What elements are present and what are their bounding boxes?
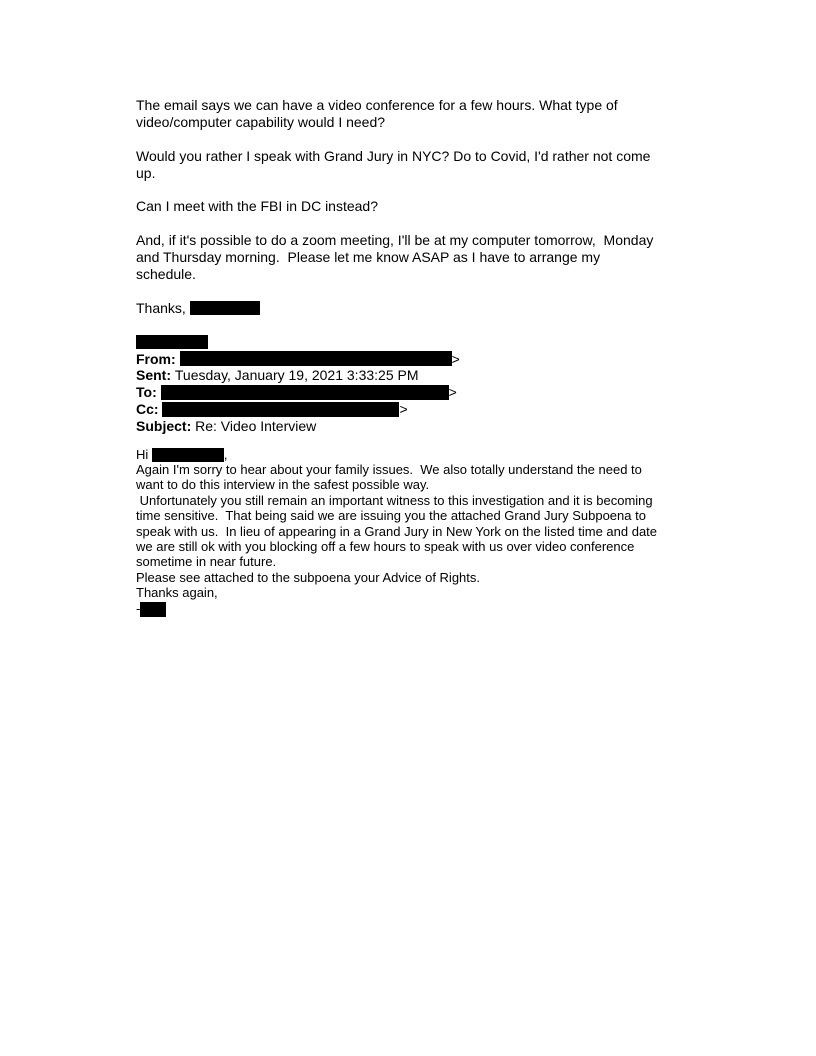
greeting-text: Hi — [136, 446, 152, 462]
reply-message-section — [136, 97, 696, 334]
greeting-comma: , — [223, 446, 228, 462]
reply-paragraph-line: The email says we can have a video conference for a few hours. What type of — [136, 97, 618, 113]
thanks-line — [136, 300, 696, 317]
body-line: Again I'm sorry to hear about your family issues. We also totally understand the need to — [136, 461, 642, 477]
body-line: Please see attached to the subpoena your Advice of Rights. — [136, 569, 481, 585]
redaction-bar-cc-address — [162, 402, 399, 417]
body-line: we are still ok with you blocking off a few hours to speak with us over video conference — [136, 538, 635, 554]
greeting-line — [136, 447, 696, 462]
reply-paragraph-line: Would you rather I speak with Grand Jury in NYC? Do to Covid, I'd rather not come — [136, 147, 651, 164]
blank-line — [136, 182, 696, 199]
redacted-address-block-line — [136, 334, 696, 351]
reply-paragraph-line: and Thursday morning. Please let me know ASAP as I have to arrange my — [136, 249, 601, 266]
body-line: Thanks again, — [136, 585, 218, 601]
cc-line — [136, 401, 696, 418]
blank-line — [136, 283, 696, 300]
to-bracket: > — [448, 384, 457, 401]
reply-paragraph-line: up. — [136, 164, 156, 181]
cc-bracket: > — [399, 401, 408, 418]
reply-paragraph-line: Can I meet with the FBI in DC instead? — [136, 198, 378, 215]
quoted-email-header — [136, 334, 696, 435]
redaction-bar-recipient-name — [152, 448, 224, 462]
body-line: time sensitive. That being said we are issuing you the attached Grand Jury Subpoena to — [136, 508, 646, 524]
redaction-bar-sender-name — [190, 301, 260, 315]
blank-line — [136, 317, 696, 334]
sent-value: Tuesday, January 19, 2021 3:33:25 PM — [174, 367, 419, 384]
body-line: want to do this interview in the safest possible way. — [136, 477, 430, 493]
redaction-bar-to-address — [161, 385, 449, 400]
email-content — [136, 97, 696, 617]
sent-label: Sent: — [136, 367, 175, 384]
to-line — [136, 384, 696, 401]
subject-value: Re: Video Interview — [195, 418, 317, 435]
quoted-email-body — [136, 447, 696, 617]
reply-paragraph-line: video/computer capability would I need? — [136, 113, 386, 130]
signature-dash: - — [136, 600, 141, 616]
redaction-bar-signature-name — [140, 602, 166, 617]
redaction-bar-from-address — [180, 351, 452, 366]
subject-line — [136, 418, 696, 435]
from-bracket: > — [451, 350, 460, 367]
body-line: sometime in near future. — [136, 554, 277, 570]
body-line: speak with us. In lieu of appearing in a Grand Jury in New York on the listed time and date — [136, 523, 658, 539]
sent-line — [136, 367, 696, 384]
reply-paragraph-line: And, if it's possible to do a zoom meeting, I'll be at my computer tomorrow, Monday — [136, 232, 654, 249]
cc-label: Cc: — [136, 401, 163, 418]
subject-label: Subject: — [136, 418, 196, 435]
reply-paragraph-line: schedule. — [136, 266, 196, 283]
from-line — [136, 351, 696, 368]
body-line: Unfortunately you still remain an important witness to this investigation and it is becoming — [136, 492, 653, 508]
to-label: To: — [136, 384, 161, 401]
redaction-bar-address-block — [136, 335, 208, 349]
blank-line — [136, 131, 696, 148]
signature-line — [136, 601, 696, 617]
section-spacer — [136, 435, 696, 447]
from-label: From: — [136, 350, 180, 367]
thanks-text: Thanks, — [136, 299, 190, 316]
blank-line — [136, 215, 696, 232]
